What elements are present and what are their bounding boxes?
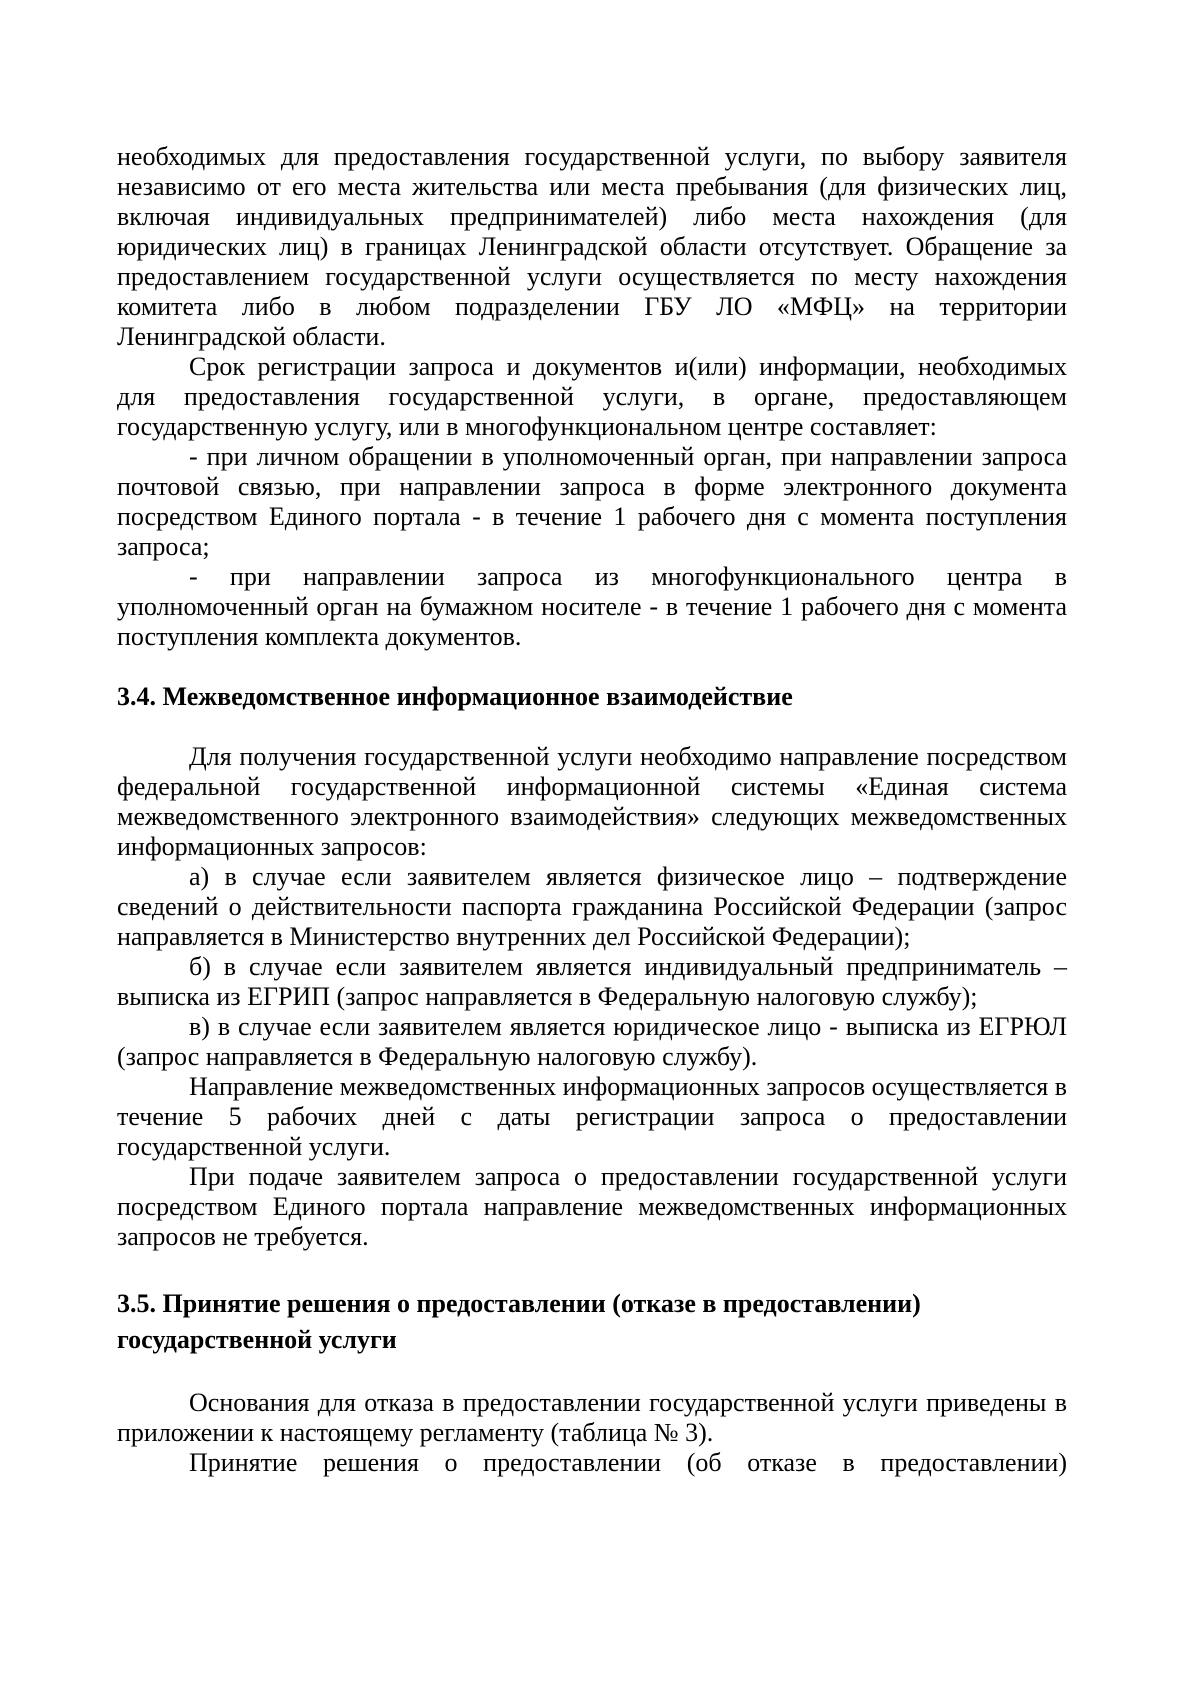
paragraph-registration-term: Срок регистрации запроса и документов и(или) информации, необходимых для предоставления государственной услуги, в органе, предоставляющем государственную услугу, или в многофункциональном центре составляет:: [117, 352, 1067, 441]
paragraph-3-4-a: а) в случае если заявителем является физическое лицо – подтверждение сведений о действительности паспорта гражданина Российской Федерации (запрос направляется в Министерство внутренних дел Российской Федерации);: [117, 862, 1067, 951]
paragraph-term-personal: - при личном обращении в уполномоченный орган, при направлении запроса почтовой связью, при направлении запроса в форме электронного документа посредством Единого портала - в течение 1 рабочего дня с момента поступления запроса;: [117, 442, 1067, 561]
paragraph-3-4-c: в) в случае если заявителем является юридическое лицо - выписка из ЕГРЮЛ (запрос направляется в Федеральную налоговую службу).: [117, 1012, 1067, 1071]
section-3-5-heading-line1: 3.5. Принятие решения о предоставлении (отказе в предоставлении): [117, 1289, 921, 1318]
paragraph-3-4-b: б) в случае если заявителем является индивидуальный предприниматель – выписка из ЕГРИП (запрос направляется в Федеральную налоговую службу);: [117, 952, 1067, 1011]
section-3-4-heading: 3.4. Межведомственное информационное взаимодействие: [117, 682, 793, 711]
paragraph-intro-continuation: необходимых для предоставления государственной услуги, по выбору заявителя независимо от его места жительства или места пребывания (для физических лиц, включая индивидуальных предпринимателей) либо места нахождения (для юридических лиц) в границах Ленинградской области отсутствует. Обращение за предоставлением государственной услуги осуществляется по месту нахождения комитета либо в любом подразделении ГБУ ЛО «МФЦ» на территории Ленинградской области.: [117, 142, 1067, 351]
document-page: [117, 142, 1067, 1478]
paragraph-3-5-grounds: Основания для отказа в предоставлении государственной услуги приведены в приложении к настоящему регламенту (таблица № 3).: [117, 1388, 1067, 1447]
section-3-4-body: [117, 742, 1067, 1252]
paragraph-3-4-deadline: Направление межведомственных информационных запросов осуществляется в течение 5 рабочих дней с даты регистрации запроса о предоставлении государственной услуги.: [117, 1072, 1067, 1161]
section-3-5-body: [117, 1388, 1067, 1478]
paragraph-3-4-portal: При подаче заявителем запроса о предоставлении государственной услуги посредством Единого портала направление межведомственных информационных запросов не требуется.: [117, 1162, 1067, 1251]
paragraph-term-mfc: - при направлении запроса из многофункционального центра в уполномоченный орган на бумажном носителе - в течение 1 рабочего дня с момента поступления комплекта документов.: [117, 562, 1067, 651]
section-3-5-heading-line2: государственной услуги: [117, 1325, 397, 1354]
section-3-5-heading: [117, 1286, 1067, 1358]
paragraph-3-4-intro: Для получения государственной услуги необходимо направление посредством федеральной государственной информационной системы «Единая система межведомственного электронного взаимодействия» следующих межведомственных информационных запросов:: [117, 742, 1067, 861]
paragraph-3-5-decision: Принятие решения о предоставлении (об отказе в предоставлении): [189, 1448, 1067, 1477]
